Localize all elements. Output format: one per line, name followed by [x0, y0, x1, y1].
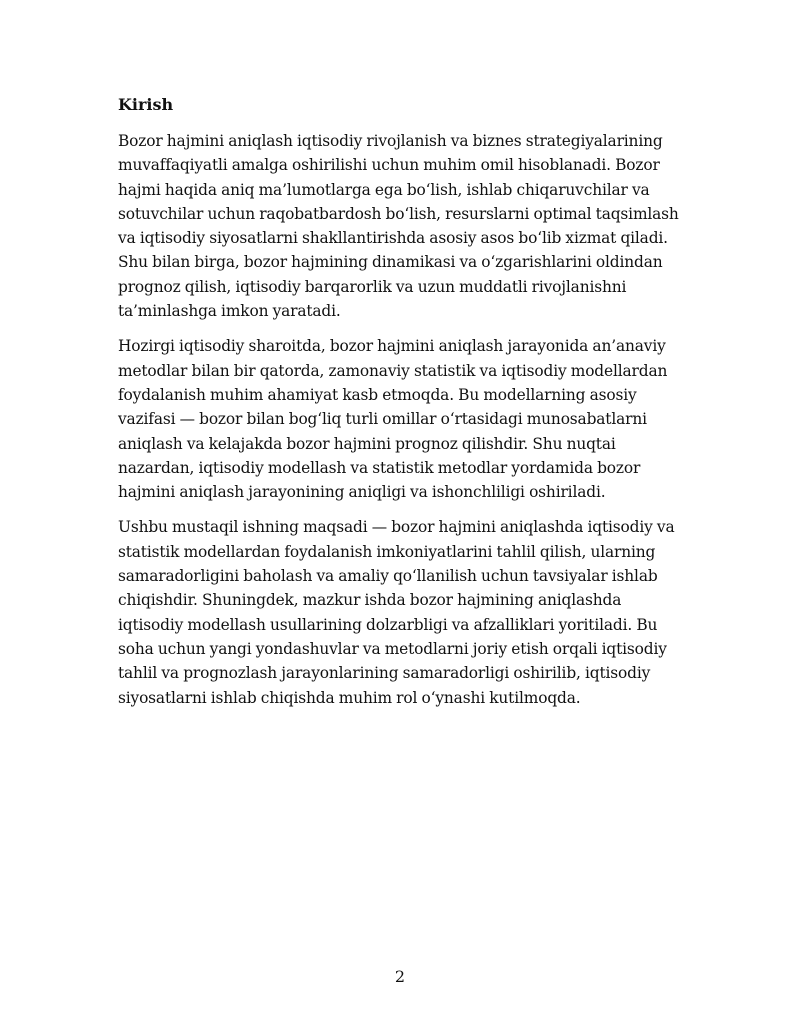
text-line: siyosatlarni ishlab chiqishda muhim rol o‘ynashi kutilmoqda.: [118, 688, 581, 707]
text-line: Shu bilan birga, bozor hajmining dinamikasi va o‘zgarishlarini oldindan: [118, 253, 663, 272]
paragraph-2: [118, 334, 680, 504]
page-content: [118, 94, 680, 721]
text-line: Bozor hajmini aniqlash iqtisodiy rivojlanish va biznes strategiyalarining: [118, 132, 663, 150]
text-line: Ushbu mustaqil ishning maqsadi — bozor hajmini aniqlashda iqtisodiy va: [118, 518, 675, 537]
text-line: prognoz qilish, iqtisodiy barqarorlik va uzun muddatli rivojlanishni: [118, 277, 627, 296]
text-line: hajmini aniqlash jarayonining aniqligi va ishonchliligi oshiriladi.: [118, 483, 606, 502]
text-line: va iqtisodiy siyosatlarni shakllantirishda asosiy asos bo‘lib xizmat qiladi.: [118, 229, 668, 248]
text-line: nazardan, iqtisodiy modellash va statistik metodlar yordamida bozor: [118, 458, 641, 477]
paragraph-1: [118, 129, 680, 323]
text-line: chiqishdir. Shuningdek, mazkur ishda bozor hajmining aniqlashda: [118, 591, 622, 610]
text-line: statistik modellardan foydalanish imkoniyatlarini tahlil qilish, ularning: [118, 542, 656, 561]
text-line: hajmi haqida aniq ma’lumotlarga ega bo‘lish, ishlab chiqaruvchilar va: [118, 180, 650, 199]
text-line: samaradorligini baholash va amaliy qo‘llanilish uchun tavsiyalar ishlab: [118, 567, 658, 586]
text-line: ta’minlashga imkon yaratadi.: [118, 302, 341, 321]
page-number: 2: [394, 967, 406, 986]
section-heading: Kirish: [118, 95, 174, 114]
text-line: sotuvchilar uchun raqobatbardosh bo‘lish, resurslarni optimal taqsimlash: [118, 204, 679, 223]
text-line: soha uchun yangi yondashuvlar va metodlarni joriy etish orqali iqtisodiy: [118, 639, 667, 658]
text-line: foydalanish muhim ahamiyat kasb etmoqda. Bu modellarning asosiy: [118, 385, 637, 404]
paragraph-3: [118, 515, 680, 709]
text-line: iqtisodiy modellash usullarining dolzarbligi va afzalliklari yoritiladi. Bu: [118, 615, 658, 634]
text-line: Hozirgi iqtisodiy sharoitda, bozor hajmini aniqlash jarayonida an’anaviy: [118, 337, 666, 356]
text-line: aniqlash va kelajakda bozor hajmini prognoz qilishdir. Shu nuqtai: [118, 434, 616, 453]
text-line: vazifasi — bozor bilan bog‘liq turli omillar o‘rtasidagi munosabatlarni: [118, 410, 647, 429]
text-line: tahlil va prognozlash jarayonlarining samaradorligi oshirilib, iqtisodiy: [118, 664, 651, 683]
text-line: muvaffaqiyatli amalga oshirilishi uchun muhim omil hisoblanadi. Bozor: [118, 156, 660, 175]
text-line: metodlar bilan bir qatorda, zamonaviy statistik va iqtisodiy modellardan: [118, 361, 668, 380]
